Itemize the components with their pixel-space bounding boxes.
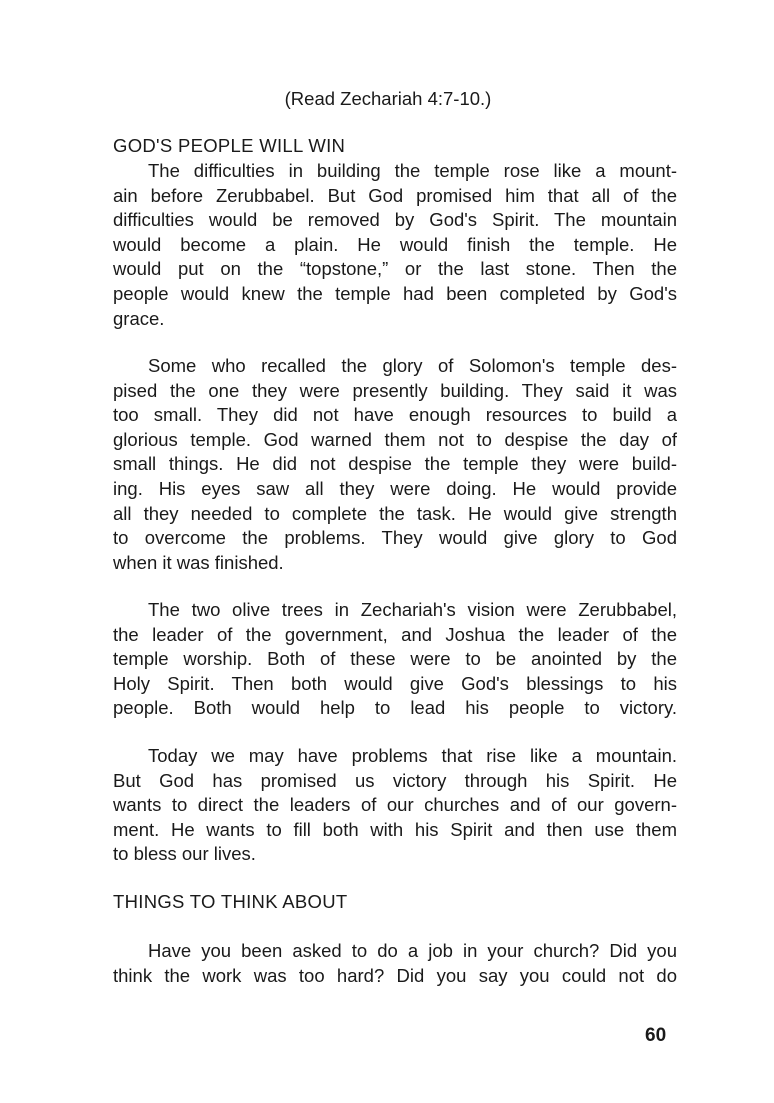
- text-line: think the work was too hard? Did you say you could not do: [113, 964, 677, 986]
- section-heading: GOD'S PEOPLE WILL WIN: [113, 135, 346, 156]
- paragraph: [113, 939, 677, 988]
- text-line: when it was finished.: [113, 551, 284, 573]
- paragraph: [113, 354, 677, 575]
- page-number: 60: [645, 1025, 667, 1046]
- text-line: people. Both would help to lead his people to victory.: [113, 697, 677, 719]
- text-line: temple worship. Both of these were to be anointed by the: [113, 648, 677, 670]
- text-line: the leader of the government, and Joshua the leader of the: [113, 623, 677, 645]
- text-line: ing. His eyes saw all they were doing. He would provide: [113, 477, 677, 499]
- paragraph: [113, 744, 677, 867]
- text-line: Today we may have problems that rise like a mountain.: [148, 745, 677, 766]
- text-line: The difficulties in building the temple rose like a mount-: [148, 160, 677, 181]
- text-line: Some who recalled the glory of Solomon's temple des-: [148, 355, 677, 376]
- text-line: pised the one they were presently building. They said it was: [113, 379, 677, 401]
- paragraph: [113, 598, 677, 721]
- text-line: would put on the “topstone,” or the last stone. Then the: [113, 258, 677, 280]
- text-line: to bless our lives.: [113, 843, 256, 865]
- text-line: all they needed to complete the task. He would give strength: [113, 502, 677, 524]
- text-line: ain before Zerubbabel. But God promised him that all of the: [113, 184, 677, 206]
- text-line: The two olive trees in Zechariah's vision were Zerubbabel,: [148, 599, 677, 620]
- text-line: But God has promised us victory through his Spirit. He: [113, 769, 677, 791]
- text-line: Have you been asked to do a job in your church? Did you: [148, 940, 677, 961]
- text-line: people would knew the temple had been completed by God's: [113, 282, 677, 304]
- text-line: grace.: [113, 307, 165, 329]
- text-line: too small. They did not have enough resources to build a: [113, 404, 677, 426]
- text-line: ment. He wants to fill both with his Spirit and then use them: [113, 818, 677, 840]
- text-line: difficulties would be removed by God's Spirit. The mountain: [113, 209, 677, 231]
- text-line: wants to direct the leaders of our churches and of our govern-: [113, 794, 677, 816]
- section-heading: THINGS TO THINK ABOUT: [113, 891, 348, 912]
- text-line: to overcome the problems. They would give glory to God: [113, 527, 677, 549]
- paragraph: [113, 159, 677, 331]
- text-line: small things. He did not despise the temple they were build-: [113, 453, 677, 475]
- text-line: glorious temple. God warned them not to despise the day of: [113, 428, 677, 450]
- text-line: would become a plain. He would finish the temple. He: [113, 233, 677, 255]
- text-line: Holy Spirit. Then both would give God's blessings to his: [113, 672, 677, 694]
- scripture-reference: (Read Zechariah 4:7-10.): [284, 88, 492, 109]
